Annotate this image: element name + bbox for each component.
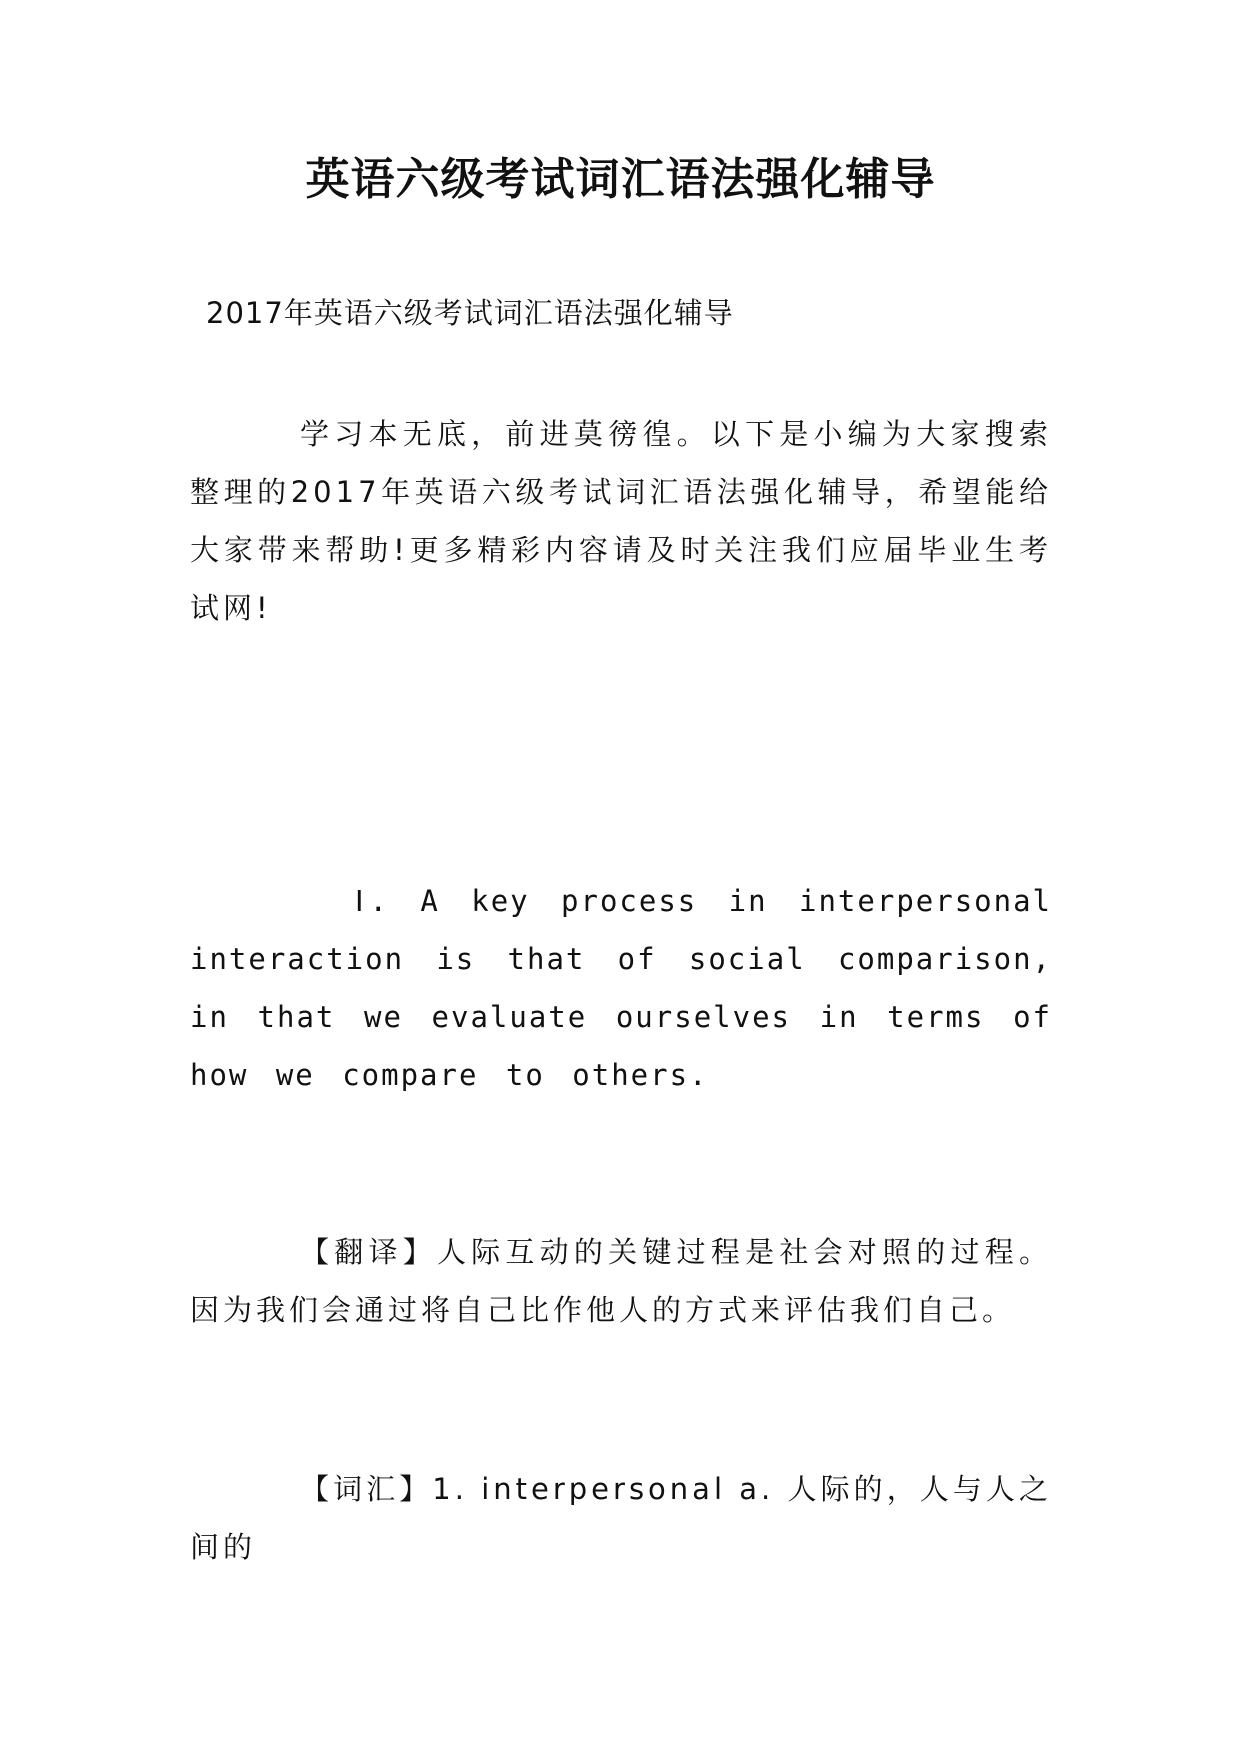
document-subtitle: 2017年英语六级考试词汇语法强化辅导 bbox=[206, 296, 734, 330]
english-sentence-paragraph: Ⅰ. A key process in interpersonal interaction is that of social comparison, in that we evaluate ourselves in terms of how we compare to others. bbox=[190, 884, 1052, 1092]
vocabulary-paragraph: 【词汇】1. interpersonal a. 人际的，人与人之间的 bbox=[190, 1472, 1052, 1564]
intro-paragraph: 学习本无底，前进莫徬徨。以下是小编为大家搜索整理的2017年英语六级考试词汇语法强化辅导，希望能给大家带来帮助!更多精彩内容请及时关注我们应届毕业生考试网! bbox=[190, 417, 1052, 625]
translation-paragraph: 【翻译】人际互动的关键过程是社会对照的过程。因为我们会通过将自己比作他人的方式来评估我们自己。 bbox=[190, 1235, 1052, 1327]
document-title: 英语六级考试词汇语法强化辅导 bbox=[305, 154, 936, 205]
